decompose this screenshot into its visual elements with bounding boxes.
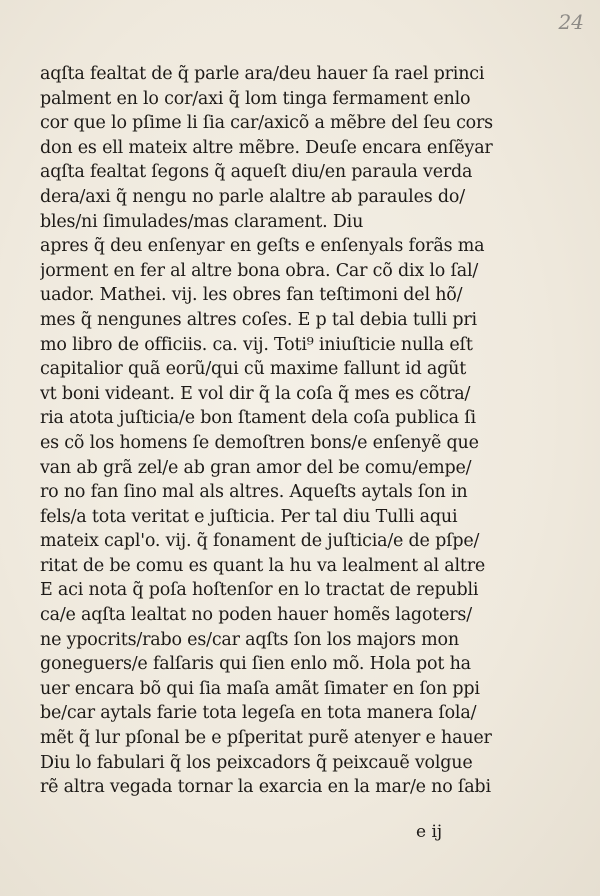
text-line: uador. Mathei. vij. les obres fan teſtimoni del hõ/ xyxy=(40,285,463,306)
text-line: aqſta fealtat de q̃ parle ara/deu hauer ſa rael princi xyxy=(40,64,485,84)
text-line: ca/e aqſta lealtat no poden hauer homẽs lagoters/ xyxy=(40,605,472,626)
text-line: capitalior quã eorũ/qui cũ maxime fallunt id agũt xyxy=(40,359,467,380)
text-line: uer encara bõ qui ſia maſa amãt ſimater en ſon ppi xyxy=(40,678,480,699)
text-block xyxy=(40,62,510,800)
text-line: vt boni videant. E vol dir q̃ la coſa q̃ mes es cõtra/ xyxy=(40,383,471,404)
text-line: mes q̃ nengunes altres coſes. E p tal debia tulli pri xyxy=(40,309,477,330)
text-line: don es ell mateix altre mẽbre. Deuſe encara enſẽyar xyxy=(40,137,493,158)
folio-number: 24 xyxy=(558,10,584,34)
text-line: es cõ los homens ſe demoſtren bons/e enſenyẽ que xyxy=(40,432,479,453)
text-line: mẽt q̃ lur pſonal be e pſperitat purẽ atenyer e hauer xyxy=(40,728,492,749)
text-line: apres q̃ deu enſenyar en geſts e enſenyals forãs ma xyxy=(40,236,485,257)
text-line: mateix capl'o. vij. q̃ fonament de juſticia/e de pſpe/ xyxy=(40,531,480,552)
text-line: bles/ni ſimulades/mas clarament. Diu xyxy=(40,211,364,232)
text-line: dera/axi q̃ nengu no parle alaltre ab paraules do/ xyxy=(40,186,465,207)
text-line: ro no fan ſino mal als altres. Aqueſts aytals ſon in xyxy=(40,482,468,503)
text-line: E aci nota q̃ poſa hoſtenſor en lo tractat de republi xyxy=(40,580,479,601)
text-line: Diu lo fabulari q̃ los peixcadors q̃ peixcauẽ volgue xyxy=(40,752,473,773)
text-line: ritat de be comu es quant la hu va lealment al altre xyxy=(40,555,486,576)
text-line: rẽ altra vegada tornar la exarcia en la mar/e no ſabi xyxy=(40,777,491,798)
text-line: be/car aytals farie tota legeſa en tota manera ſola/ xyxy=(40,703,477,724)
text-line: fels/a tota veritat e juſticia. Per tal diu Tulli aqui xyxy=(40,506,458,527)
text-line: palment en lo cor/axi q̃ lom tinga fermament enlo xyxy=(40,88,471,109)
signature-mark: e ij xyxy=(416,822,443,842)
text-line: jorment en fer al altre bona obra. Car cõ dix lo ſal/ xyxy=(40,260,479,281)
text-line: goneguers/e falſaris qui ſien enlo mõ. Hola pot ha xyxy=(40,654,471,675)
text-line: aqſta fealtat ſegons q̃ aqueſt diu/en paraula verda xyxy=(40,162,473,183)
text-line: mo libro de officiis. ca. vij. Toti⁹ iniuſticie nulla eſt xyxy=(40,334,473,355)
text-line: van ab grã zel/e ab gran amor del be comu/empe/ xyxy=(40,457,472,478)
text-line: ne ypocrits/rabo es/car aqſts ſon los majors mon xyxy=(40,629,459,650)
text-line: cor que lo pſime li ſia car/axicõ a mẽbre del ſeu cors xyxy=(40,113,493,134)
text-line: ria atota juſticia/e bon ſtament dela coſa publica ſi xyxy=(40,408,476,429)
